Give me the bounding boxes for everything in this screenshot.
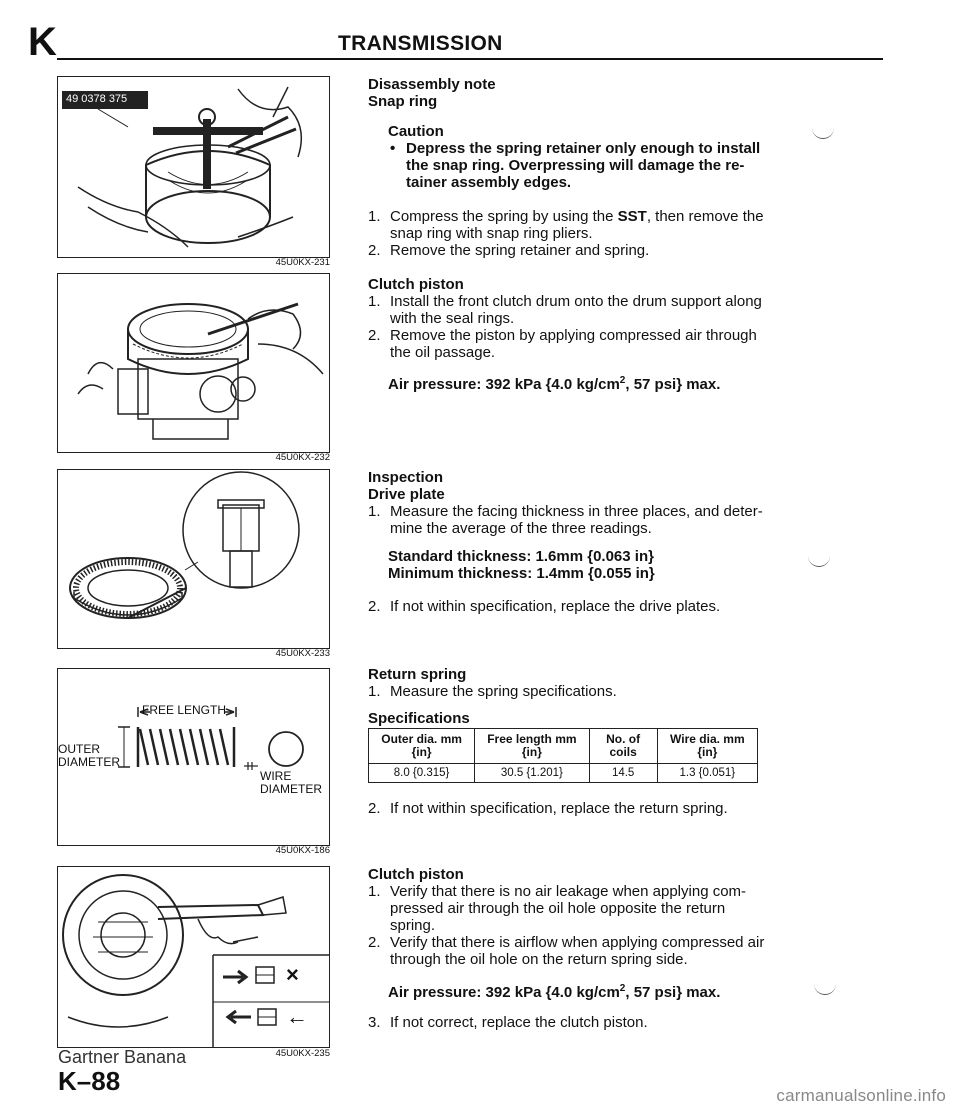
step-number: 1. xyxy=(368,293,381,310)
disassembly-note-heading: Disassembly note xyxy=(368,76,496,93)
step-number: 3. xyxy=(368,1014,381,1031)
figure-caption: 45U0KX-235 xyxy=(275,1048,330,1059)
step-text: Measure the spring specifications. xyxy=(390,683,617,700)
clutch-step-1 xyxy=(368,293,768,327)
figure-drive-plate xyxy=(57,469,330,649)
clutch-piston-heading-2: Clutch piston xyxy=(368,866,464,883)
air-pressure-spec xyxy=(368,372,788,393)
drive-step-2 xyxy=(368,598,768,615)
table-header: No. of coils xyxy=(589,729,657,764)
step-number: 2. xyxy=(368,327,381,344)
caution-bullet xyxy=(368,140,768,191)
section-letter: K xyxy=(28,20,57,64)
air-pressure-spec-2 xyxy=(368,980,788,1001)
table-row xyxy=(369,764,758,783)
step-text: Verify that there is no air leakage when applying com-pressed air through the oil hole opposite the return spring. xyxy=(390,883,747,934)
step-text-pre: Compress the spring by using the xyxy=(390,208,618,225)
step-text: Measure the facing thickness in three places, and deter-mine the average of the three readings. xyxy=(390,503,763,537)
figure-air-gun-piston xyxy=(57,273,330,453)
airflow-symbol: ← xyxy=(286,1004,308,1029)
air-pressure-text-end: , 57 psi} max. xyxy=(625,984,721,1001)
return-spring-heading: Return spring xyxy=(368,666,467,683)
caution-text: Depress the spring retainer only enough to install the snap ring. Overpressing will damage the re-tainer assembly edges. xyxy=(406,140,761,191)
step-number: 2. xyxy=(368,934,381,951)
no-airflow-symbol: × xyxy=(286,962,299,987)
step-text: If not within specification, replace the return spring. xyxy=(390,800,728,817)
superscript: 2 xyxy=(619,983,626,994)
figure-caption: 45U0KX-232 xyxy=(275,452,330,463)
inspection-heading: Inspection xyxy=(368,469,444,486)
drive-plate-heading: Drive plate xyxy=(368,486,445,503)
step-text: Install the front clutch drum onto the drum support along with the seal rings. xyxy=(390,293,762,327)
table-header-row xyxy=(369,729,758,764)
figure-spring-compressor xyxy=(57,76,330,258)
figure-caption: 45U0KX-231 xyxy=(275,257,330,268)
step-text: Verify that there is airflow when applying compressed air through the oil hole on the return spring side. xyxy=(390,934,765,968)
table-cell: 14.5 xyxy=(589,764,657,783)
air-pressure-text: Air pressure: 392 kPa {4.0 kg/cm xyxy=(388,984,620,1001)
page-number: K–88 xyxy=(58,1066,121,1096)
free-length-label: FREE LENGTH xyxy=(142,703,227,717)
table-header: Outer dia. mm {in} xyxy=(369,729,475,764)
outer-diameter-label: OUTER xyxy=(58,742,100,756)
margin-mark xyxy=(812,126,834,139)
step-text: If not within specification, replace the drive plates. xyxy=(390,598,721,615)
snap-ring-heading: Snap ring xyxy=(368,93,438,110)
caution-heading: Caution xyxy=(388,123,444,140)
minimum-thickness-spec: Minimum thickness: 1.4mm {0.055 in} xyxy=(388,565,655,582)
figure-caption: 45U0KX-233 xyxy=(275,648,330,659)
margin-mark xyxy=(808,554,830,567)
return-step-1 xyxy=(368,683,768,700)
page-title: TRANSMISSION xyxy=(338,32,503,55)
sst-label: 49 0378 375 xyxy=(66,93,128,105)
return-step-2 xyxy=(368,800,768,817)
piston-step-3 xyxy=(368,1014,768,1031)
sst-term: SST xyxy=(617,208,647,225)
piston-step-1 xyxy=(368,883,768,934)
figure-caption: 45U0KX-186 xyxy=(275,845,330,856)
standard-thickness-spec: Standard thickness: 1.6mm {0.063 in} xyxy=(388,548,654,565)
outer-diameter-label-2: DIAMETER xyxy=(58,755,121,769)
step-text: Remove the piston by applying compressed air through the oil passage. xyxy=(390,327,757,361)
figure-piston-leak-test xyxy=(57,866,330,1048)
step-text: If not correct, replace the clutch piston. xyxy=(390,1014,648,1031)
return-spring-spec-table xyxy=(368,728,758,783)
drive-plate-thickness-illustration xyxy=(58,470,329,648)
wire-diameter-label: WIRE xyxy=(260,769,292,783)
table-cell: 30.5 {1.201} xyxy=(475,764,589,783)
figure-return-spring xyxy=(57,668,330,846)
clutch-step-2 xyxy=(368,327,768,361)
step-number: 1. xyxy=(368,503,381,520)
air-gun-piston-illustration xyxy=(58,274,329,452)
step-number: 2. xyxy=(368,242,381,259)
step-number: 1. xyxy=(368,683,381,700)
snap-step-1 xyxy=(368,208,768,242)
air-pressure-text: Air pressure: 392 kPa {4.0 kg/cm xyxy=(388,376,620,393)
bullet-icon: • xyxy=(390,140,396,157)
table-header: Wire dia. mm {in} xyxy=(657,729,757,764)
step-text: Remove the spring retainer and spring. xyxy=(390,242,650,259)
step-number: 2. xyxy=(368,598,381,615)
step-number: 1. xyxy=(368,208,381,225)
table-cell: 1.3 {0.051} xyxy=(657,764,757,783)
superscript: 2 xyxy=(619,375,626,386)
table-cell: 8.0 {0.315} xyxy=(369,764,475,783)
step-number: 1. xyxy=(368,883,381,900)
margin-mark xyxy=(814,982,836,995)
air-pressure-text-end: , 57 psi} max. xyxy=(625,376,721,393)
drive-step-1 xyxy=(368,503,768,537)
clutch-piston-heading: Clutch piston xyxy=(368,276,464,293)
step-number: 2. xyxy=(368,800,381,817)
table-header: Free length mm {in} xyxy=(475,729,589,764)
step-text-post: , then remove the snap ring with snap ring pliers. xyxy=(390,208,764,242)
wire-diameter-label-2: DIAMETER xyxy=(260,782,323,796)
specifications-heading: Specifications xyxy=(368,710,470,727)
snap-step-2 xyxy=(368,242,768,259)
site-watermark: carmanualsonline.info xyxy=(776,1086,946,1105)
header-divider xyxy=(57,58,883,60)
watermark-text: Gartner Banana xyxy=(58,1047,187,1067)
piston-step-2 xyxy=(368,934,768,968)
